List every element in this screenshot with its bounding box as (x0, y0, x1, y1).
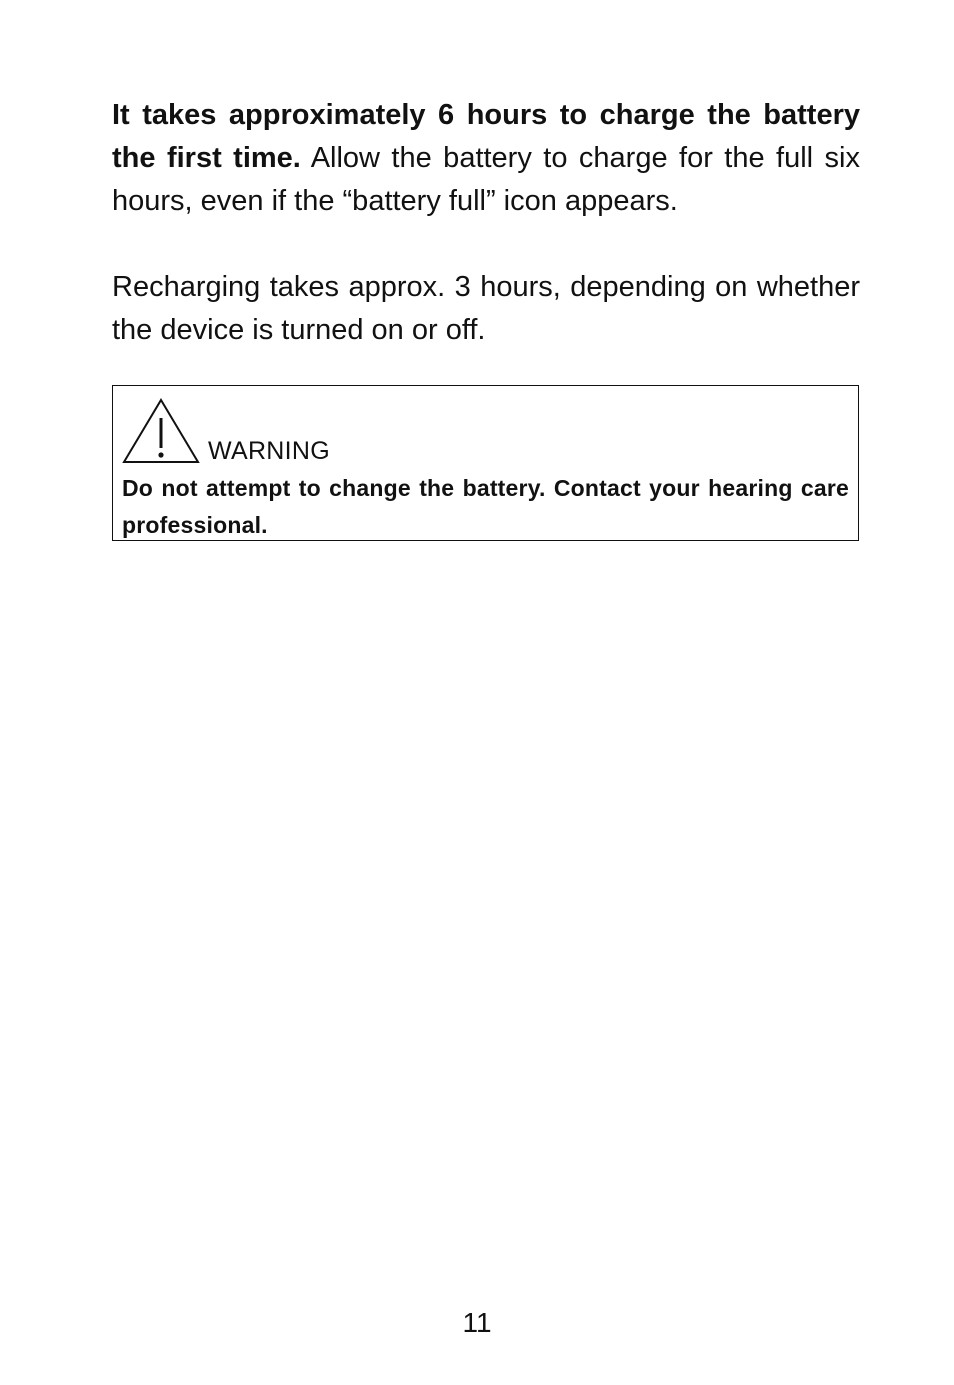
page-number: 11 (462, 1307, 492, 1338)
recharging-paragraph: Recharging takes approx. 3 hours, depending on whether the device is turned on or off. (112, 271, 860, 346)
warning-box (112, 385, 859, 541)
warning-title: WARNING (208, 437, 330, 465)
warning-text: Do not attempt to change the battery. Contact your hearing care professional. (122, 475, 849, 538)
warning-header (122, 394, 849, 464)
charging-paragraph (112, 94, 860, 223)
charging-emphasis: It takes approximately 6 hours to charge the battery the first time. (112, 99, 860, 174)
document-body (112, 94, 860, 352)
warning-triangle-icon (122, 398, 200, 464)
charging-detail: Allow the battery to charge for the full six hours, even if the “battery full” icon appears. (112, 142, 860, 217)
